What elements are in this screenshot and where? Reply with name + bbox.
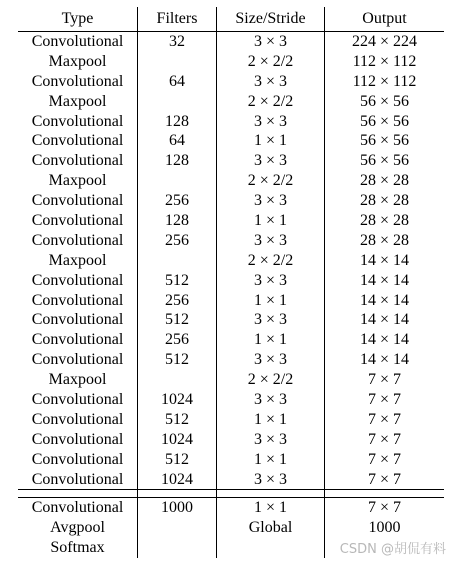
- cell-size-stride: 2 × 2/2: [216, 52, 324, 72]
- table-row: [18, 171, 444, 191]
- cell-type: Maxpool: [48, 52, 107, 70]
- cell-filters: [137, 92, 216, 112]
- cell-output: 7 × 7: [324, 470, 444, 490]
- cell-size-stride: 3 × 3: [216, 32, 324, 52]
- cell-output: 28 × 28: [324, 171, 444, 191]
- table-row: [18, 191, 444, 211]
- cell-filters: 64: [137, 72, 216, 92]
- table-row: [18, 131, 444, 151]
- table-row: [18, 450, 444, 470]
- cell-filters: [137, 251, 216, 271]
- header-output: Output: [324, 7, 444, 31]
- cell-filters: 512: [137, 271, 216, 291]
- cell-size-stride: 3 × 3: [216, 390, 324, 410]
- cell-output: 7 × 7: [324, 450, 444, 470]
- cell-output: 14 × 14: [324, 350, 444, 370]
- cell-size-stride: 1 × 1: [216, 211, 324, 231]
- cell-filters: 512: [137, 310, 216, 330]
- cell-output: 14 × 14: [324, 271, 444, 291]
- cell-size-stride: 2 × 2/2: [216, 171, 324, 191]
- cell-size-stride: 3 × 3: [216, 350, 324, 370]
- cell-output: 7 × 7: [324, 410, 444, 430]
- cell-filters: 128: [137, 112, 216, 132]
- cell-size-stride: [216, 538, 324, 558]
- cell-type: Convolutional: [31, 499, 124, 517]
- cell-size-stride: 2 × 2/2: [216, 92, 324, 112]
- cell-filters: 64: [137, 131, 216, 151]
- cell-output: 28 × 28: [324, 231, 444, 251]
- cell-output: 56 × 56: [324, 151, 444, 171]
- cell-output: 14 × 14: [324, 330, 444, 350]
- cell-output: 1000: [324, 518, 444, 538]
- cell-type: Convolutional: [31, 33, 124, 50]
- cell-size-stride: 3 × 3: [216, 112, 324, 132]
- cell-size-stride: Global: [216, 518, 324, 538]
- cell-type: Convolutional: [31, 450, 124, 468]
- cell-filters: 512: [137, 410, 216, 430]
- cell-filters: 1024: [137, 470, 216, 490]
- double-rule: [18, 489, 444, 498]
- cell-size-stride: 3 × 3: [216, 231, 324, 251]
- table-row: [18, 430, 444, 450]
- cell-filters: [137, 171, 216, 191]
- cell-filters: [137, 538, 216, 558]
- table-row: [18, 350, 444, 370]
- table-header: [18, 7, 444, 32]
- cell-output: 56 × 56: [324, 131, 444, 151]
- cell-type: Convolutional: [31, 351, 124, 369]
- cell-output: 7 × 7: [324, 390, 444, 410]
- cell-size-stride: 1 × 1: [216, 410, 324, 430]
- cell-type: Maxpool: [48, 172, 107, 190]
- cell-size-stride: 3 × 3: [216, 470, 324, 490]
- table-row: [18, 92, 444, 112]
- table-row: [18, 470, 444, 490]
- cell-type: Convolutional: [31, 212, 124, 230]
- cell-filters: 128: [137, 211, 216, 231]
- cell-size-stride: 2 × 2/2: [216, 251, 324, 271]
- cell-size-stride: 3 × 3: [216, 151, 324, 171]
- cell-type: Convolutional: [31, 271, 124, 289]
- cell-size-stride: 2 × 2/2: [216, 370, 324, 390]
- table-row: [18, 390, 444, 410]
- table-row: [18, 310, 444, 330]
- rule-spacer: [18, 490, 137, 497]
- cell-type: Maxpool: [48, 251, 107, 269]
- cell-output: 14 × 14: [324, 251, 444, 271]
- cell-output: 14 × 14: [324, 310, 444, 330]
- cell-size-stride: 3 × 3: [216, 310, 324, 330]
- cell-output: 56 × 56: [324, 92, 444, 112]
- cell-type: Convolutional: [31, 192, 124, 210]
- cell-type: Convolutional: [31, 132, 124, 150]
- cell-type: Convolutional: [31, 430, 124, 448]
- table-row: [18, 370, 444, 390]
- cell-type: Convolutional: [31, 231, 124, 249]
- cell-filters: 256: [137, 231, 216, 251]
- table-row: [18, 32, 444, 52]
- cell-filters: [137, 518, 216, 538]
- cell-type: Maxpool: [48, 371, 107, 389]
- cell-size-stride: 3 × 3: [216, 191, 324, 211]
- cell-filters: 1024: [137, 430, 216, 450]
- table-row: [18, 231, 444, 251]
- rule-spacer: [137, 490, 216, 497]
- rule-spacer: [216, 490, 324, 497]
- table-row: [18, 112, 444, 132]
- rule-spacer: [324, 490, 444, 497]
- table-row: [18, 271, 444, 291]
- cell-size-stride: 3 × 3: [216, 72, 324, 92]
- cell-size-stride: 3 × 3: [216, 271, 324, 291]
- cell-size-stride: 1 × 1: [216, 450, 324, 470]
- table-row: [18, 410, 444, 430]
- cell-size-stride: 1 × 1: [216, 498, 324, 518]
- cell-size-stride: 3 × 3: [216, 430, 324, 450]
- cell-type: Convolutional: [31, 112, 124, 130]
- cell-type: Convolutional: [31, 311, 124, 329]
- cell-filters: 512: [137, 350, 216, 370]
- watermark: CSDN @胡侃有料: [339, 542, 446, 557]
- cell-type: Softmax: [50, 539, 105, 557]
- table-row: [18, 498, 444, 518]
- table-body: [18, 32, 444, 489]
- table-row: [18, 52, 444, 72]
- cell-filters: 1024: [137, 390, 216, 410]
- cell-type: Convolutional: [31, 152, 124, 170]
- cell-output: 56 × 56: [324, 112, 444, 132]
- cell-filters: 512: [137, 450, 216, 470]
- cell-filters: 256: [137, 191, 216, 211]
- cell-filters: 32: [137, 32, 216, 52]
- cell-filters: [137, 52, 216, 72]
- cell-filters: 256: [137, 291, 216, 311]
- cell-size-stride: 1 × 1: [216, 131, 324, 151]
- cell-output: 7 × 7: [324, 498, 444, 518]
- cell-output: 224 × 224: [324, 32, 444, 52]
- cell-output: 7 × 7: [324, 370, 444, 390]
- cell-type: Convolutional: [31, 331, 124, 349]
- table-row: [18, 251, 444, 271]
- cell-filters: 1000: [137, 498, 216, 518]
- cell-type: Avgpool: [50, 519, 105, 537]
- table-row: [18, 518, 444, 538]
- cell-output: 28 × 28: [324, 211, 444, 231]
- architecture-table: [18, 7, 444, 558]
- cell-size-stride: 1 × 1: [216, 291, 324, 311]
- cell-output: 112 × 112: [324, 72, 444, 92]
- table-row: [18, 330, 444, 350]
- cell-type: Convolutional: [31, 410, 124, 428]
- table-row: [18, 291, 444, 311]
- table-row: [18, 211, 444, 231]
- cell-output: 14 × 14: [324, 291, 444, 311]
- table-row: [18, 72, 444, 92]
- cell-output: 112 × 112: [324, 52, 444, 72]
- table-row: [18, 151, 444, 171]
- cell-type: Convolutional: [31, 291, 124, 309]
- cell-output: 28 × 28: [324, 191, 444, 211]
- cell-type: Convolutional: [31, 391, 124, 409]
- cell-type: Convolutional: [31, 72, 124, 90]
- cell-size-stride: 1 × 1: [216, 330, 324, 350]
- cell-filters: [137, 370, 216, 390]
- header-size-stride: Size/Stride: [216, 7, 324, 31]
- cell-output: 7 × 7: [324, 430, 444, 450]
- cell-type: Convolutional: [31, 470, 124, 488]
- header-type: Type: [61, 10, 94, 27]
- cell-filters: 128: [137, 151, 216, 171]
- cell-filters: 256: [137, 330, 216, 350]
- cell-type: Maxpool: [48, 92, 107, 110]
- header-filters: Filters: [137, 7, 216, 31]
